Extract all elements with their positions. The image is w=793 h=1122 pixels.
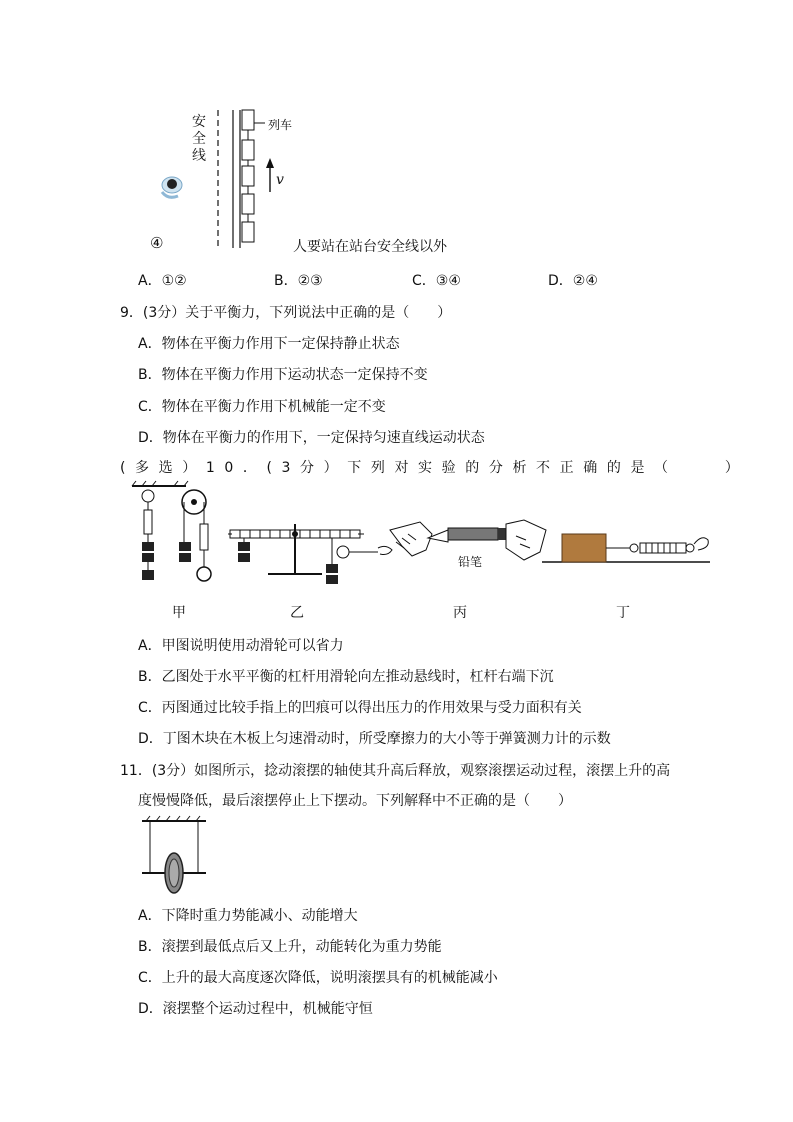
q8-option-d[interactable]: D．②④ [548, 273, 598, 289]
experiments-diagram [128, 480, 718, 590]
q10-figure [128, 480, 718, 620]
q9-option-d[interactable]: D．物体在平衡力的作用下，一定保持匀速直线运动状态 [138, 430, 485, 446]
q9-option-b[interactable]: B．物体在平衡力作用下运动状态一定保持不变 [138, 367, 428, 383]
q10-option-d[interactable]: D．丁图木块在木板上匀速滑动时，所受摩擦力的大小等于弹簧测力计的示数 [138, 731, 611, 747]
pencil-label: 铅笔 [458, 555, 483, 569]
q11-option-c[interactable]: C．上升的最大高度逐次降低，说明滚摆具有的机械能减小 [138, 970, 498, 986]
figure-label-ding: 丁 [616, 605, 630, 621]
safety-line-figure [150, 100, 470, 260]
q10-option-a[interactable]: A．甲图说明使用动滑轮可以省力 [138, 638, 344, 654]
circled-number-4: ④ [150, 234, 164, 252]
q8-option-c[interactable]: C．③④ [412, 273, 461, 289]
figure-label-jia: 甲 [172, 605, 186, 621]
figure-caption: 人要站在站台安全线以外 [293, 239, 447, 255]
q11-option-d[interactable]: D．滚摆整个运动过程中，机械能守恒 [138, 1001, 373, 1017]
q11-stem-line2: 度慢慢降低，最后滚摆停止上下摆动。下列解释中不正确的是（ ） [138, 793, 572, 809]
q11-option-b[interactable]: B．滚摆到最低点后又上升，动能转化为重力势能 [138, 939, 442, 955]
q11-stem-line1: 11．(3分）如图所示，捻动滚摆的轴使其升高后释放，观察滚摆运动过程，滚摆上升的高 [120, 763, 671, 779]
q8-option-a[interactable]: A．①② [138, 273, 187, 289]
q10-stem: (多选）10．(3分）下列对实验的分析不正确的是（ ） [120, 460, 749, 476]
q11-option-a[interactable]: A．下降时重力势能减小、动能增大 [138, 908, 358, 924]
q9-option-c[interactable]: C．物体在平衡力作用下机械能一定不变 [138, 399, 386, 415]
person-icon [162, 177, 182, 197]
lever-setup [228, 524, 392, 584]
train-label: 列车 [268, 118, 293, 132]
velocity-label: v [276, 172, 284, 188]
figure-label-bing: 丙 [453, 605, 467, 621]
q9-option-a[interactable]: A．物体在平衡力作用下一定保持静止状态 [138, 336, 400, 352]
safety-line-label: 安 全 线 [192, 114, 206, 164]
q9-stem: 9．(3分）关于平衡力，下列说法中正确的是（ ） [120, 305, 452, 321]
q10-option-c[interactable]: C．丙图通过比较手指上的凹痕可以得出压力的作用效果与受力面积有关 [138, 700, 582, 716]
figure-label-yi: 乙 [290, 605, 304, 621]
q10-option-b[interactable]: B．乙图处于水平平衡的杠杆用滑轮向左推动悬线时，杠杆右端下沉 [138, 669, 554, 685]
friction-setup [542, 534, 710, 562]
maxwell-wheel-figure [140, 815, 210, 895]
q8-option-b[interactable]: B．②③ [274, 273, 323, 289]
maxwell-wheel-diagram [140, 815, 210, 895]
pulley-setup [132, 481, 211, 581]
